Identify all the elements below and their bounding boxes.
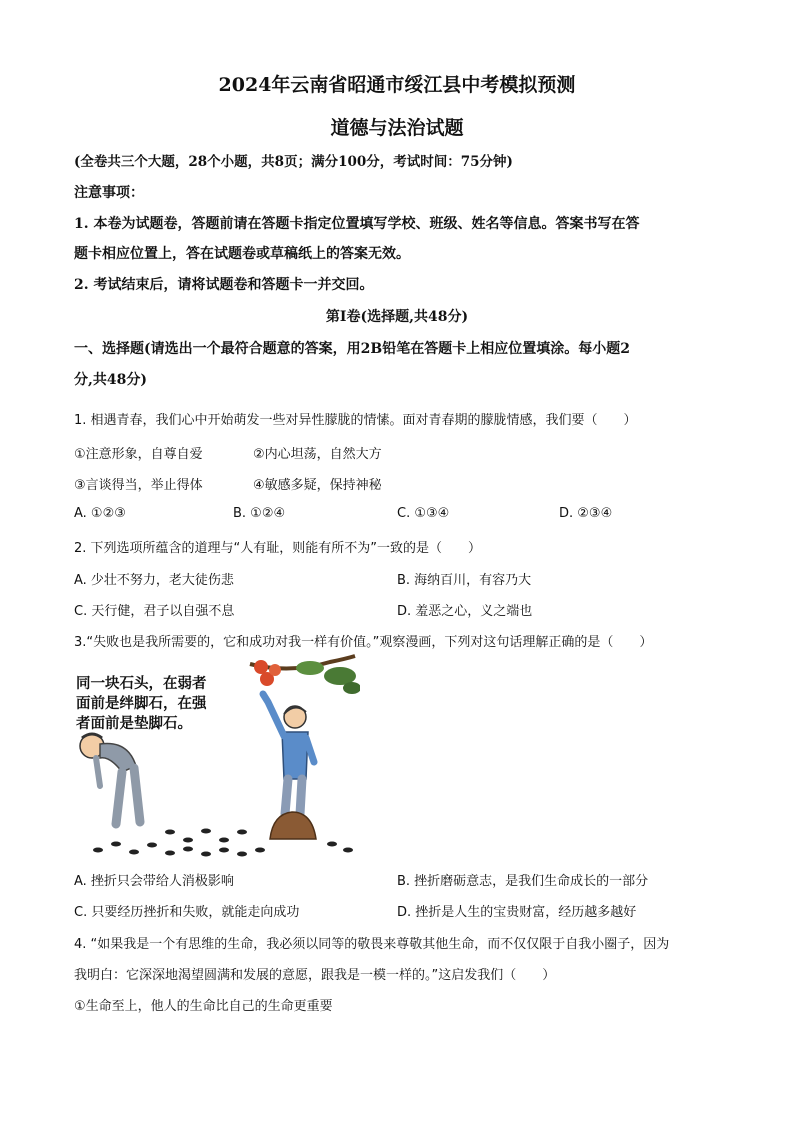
- question-3-option-c: C. 只要经历挫折和失败，就能走向成功: [74, 905, 300, 920]
- question-3-option-a: A. 挫折只会带给人消极影响: [74, 874, 234, 889]
- question-2-option-a: A. 少壮不努力，老大徒伤悲: [74, 573, 234, 588]
- weak-person: [80, 734, 140, 824]
- question-1-option-d: D. ②③④: [559, 506, 613, 521]
- question-4-statement-1: ①生命至上，他人的生命比自己的生命更重要: [74, 999, 333, 1014]
- question-1-statement-1: ①注意形象，自尊自爱: [74, 447, 203, 462]
- question-1-option-a: A. ①②③: [74, 506, 126, 521]
- exam-info: (全卷共三个大题，28个小题，共8页；满分100分，考试时间：75分钟): [74, 154, 513, 170]
- question-2-stem: 2. 下列选项所蕴含的道理与“人有耻，则能有所不为”一致的是（ ）: [74, 541, 482, 556]
- question-1-option-b: B. ①②④: [233, 506, 286, 521]
- exam-subtitle: 道德与法治试题: [330, 117, 464, 139]
- question-2-option-d: D. 羞恶之心，义之端也: [397, 604, 533, 619]
- question-2-option-b: B. 海纳百川，有容乃大: [397, 573, 532, 588]
- question-1-statement-2: ②内心坦荡，自然大方: [253, 447, 382, 462]
- question-3-stem: 3.“失败也是我所需要的，它和成功对我一样有价值。”观察漫画，下列对这句话理解正确的是（ ）: [74, 635, 653, 650]
- section-instructions-line-2: 分,共48分): [74, 372, 147, 388]
- question-3-option-b: B. 挫折磨砺意志，是我们生命成长的一部分: [397, 874, 649, 889]
- strong-person: [263, 694, 314, 814]
- section-instructions-line-1: 一、选择题(请选出一个最符合题意的答案，用2B铅笔在答题卡上相应位置填涂。每小题2: [74, 341, 630, 357]
- part-1-heading: 第Ⅰ卷(选择题,共48分): [325, 309, 469, 325]
- cartoon-caption-line-2: 面前是绊脚石，在强: [76, 695, 207, 712]
- question-1-option-c: C. ①③④: [397, 506, 450, 521]
- question-3-option-d: D. 挫折是人生的宝贵财富，经历越多越好: [397, 905, 637, 920]
- question-1-statement-4: ④敏感多疑，保持神秘: [253, 478, 382, 493]
- question-2-option-c: C. 天行健，君子以自强不息: [74, 604, 235, 619]
- cartoon-illustration: [70, 654, 360, 859]
- stepping-stone: [270, 812, 316, 839]
- notice-item-1-line-1: 1. 本卷为试题卷，答题前请在答题卡指定位置填写学校、班级、姓名等信息。答案书写在答: [74, 216, 640, 232]
- fruit: [254, 660, 268, 674]
- cartoon-caption-line-3: 者面前是垫脚石。: [76, 715, 192, 732]
- leaf: [296, 661, 324, 675]
- question-1-stem: 1. 相遇青春，我们心中开始萌发一些对异性朦胧的情愫。面对青春期的朦胧情感，我们要（ ）: [74, 413, 637, 428]
- fruit: [269, 664, 281, 676]
- notice-item-1-line-2: 题卡相应位置上，答在试题卷或草稿纸上的答案无效。: [74, 246, 410, 262]
- notice-heading: 注意事项：: [74, 185, 144, 201]
- cartoon-caption-line-1: 同一块石头，在弱者: [76, 675, 207, 692]
- question-1-statement-3: ③言谈得当，举止得体: [74, 478, 203, 493]
- notice-item-2: 2. 考试结束后，请将试题卷和答题卡一并交回。: [74, 277, 374, 293]
- exam-title: 2024年云南省昭通市绥江县中考模拟预测: [218, 74, 576, 96]
- question-4-stem-line-1: 4. “如果我是一个有思维的生命，我必须以同等的敬畏来尊敬其他生命，而不仅仅限于自我小圈子，因为: [74, 937, 670, 952]
- question-4-stem-line-2: 我明白：它深深地渴望圆满和发展的意愿，跟我是一模一样的。”这启发我们（ ）: [74, 968, 556, 983]
